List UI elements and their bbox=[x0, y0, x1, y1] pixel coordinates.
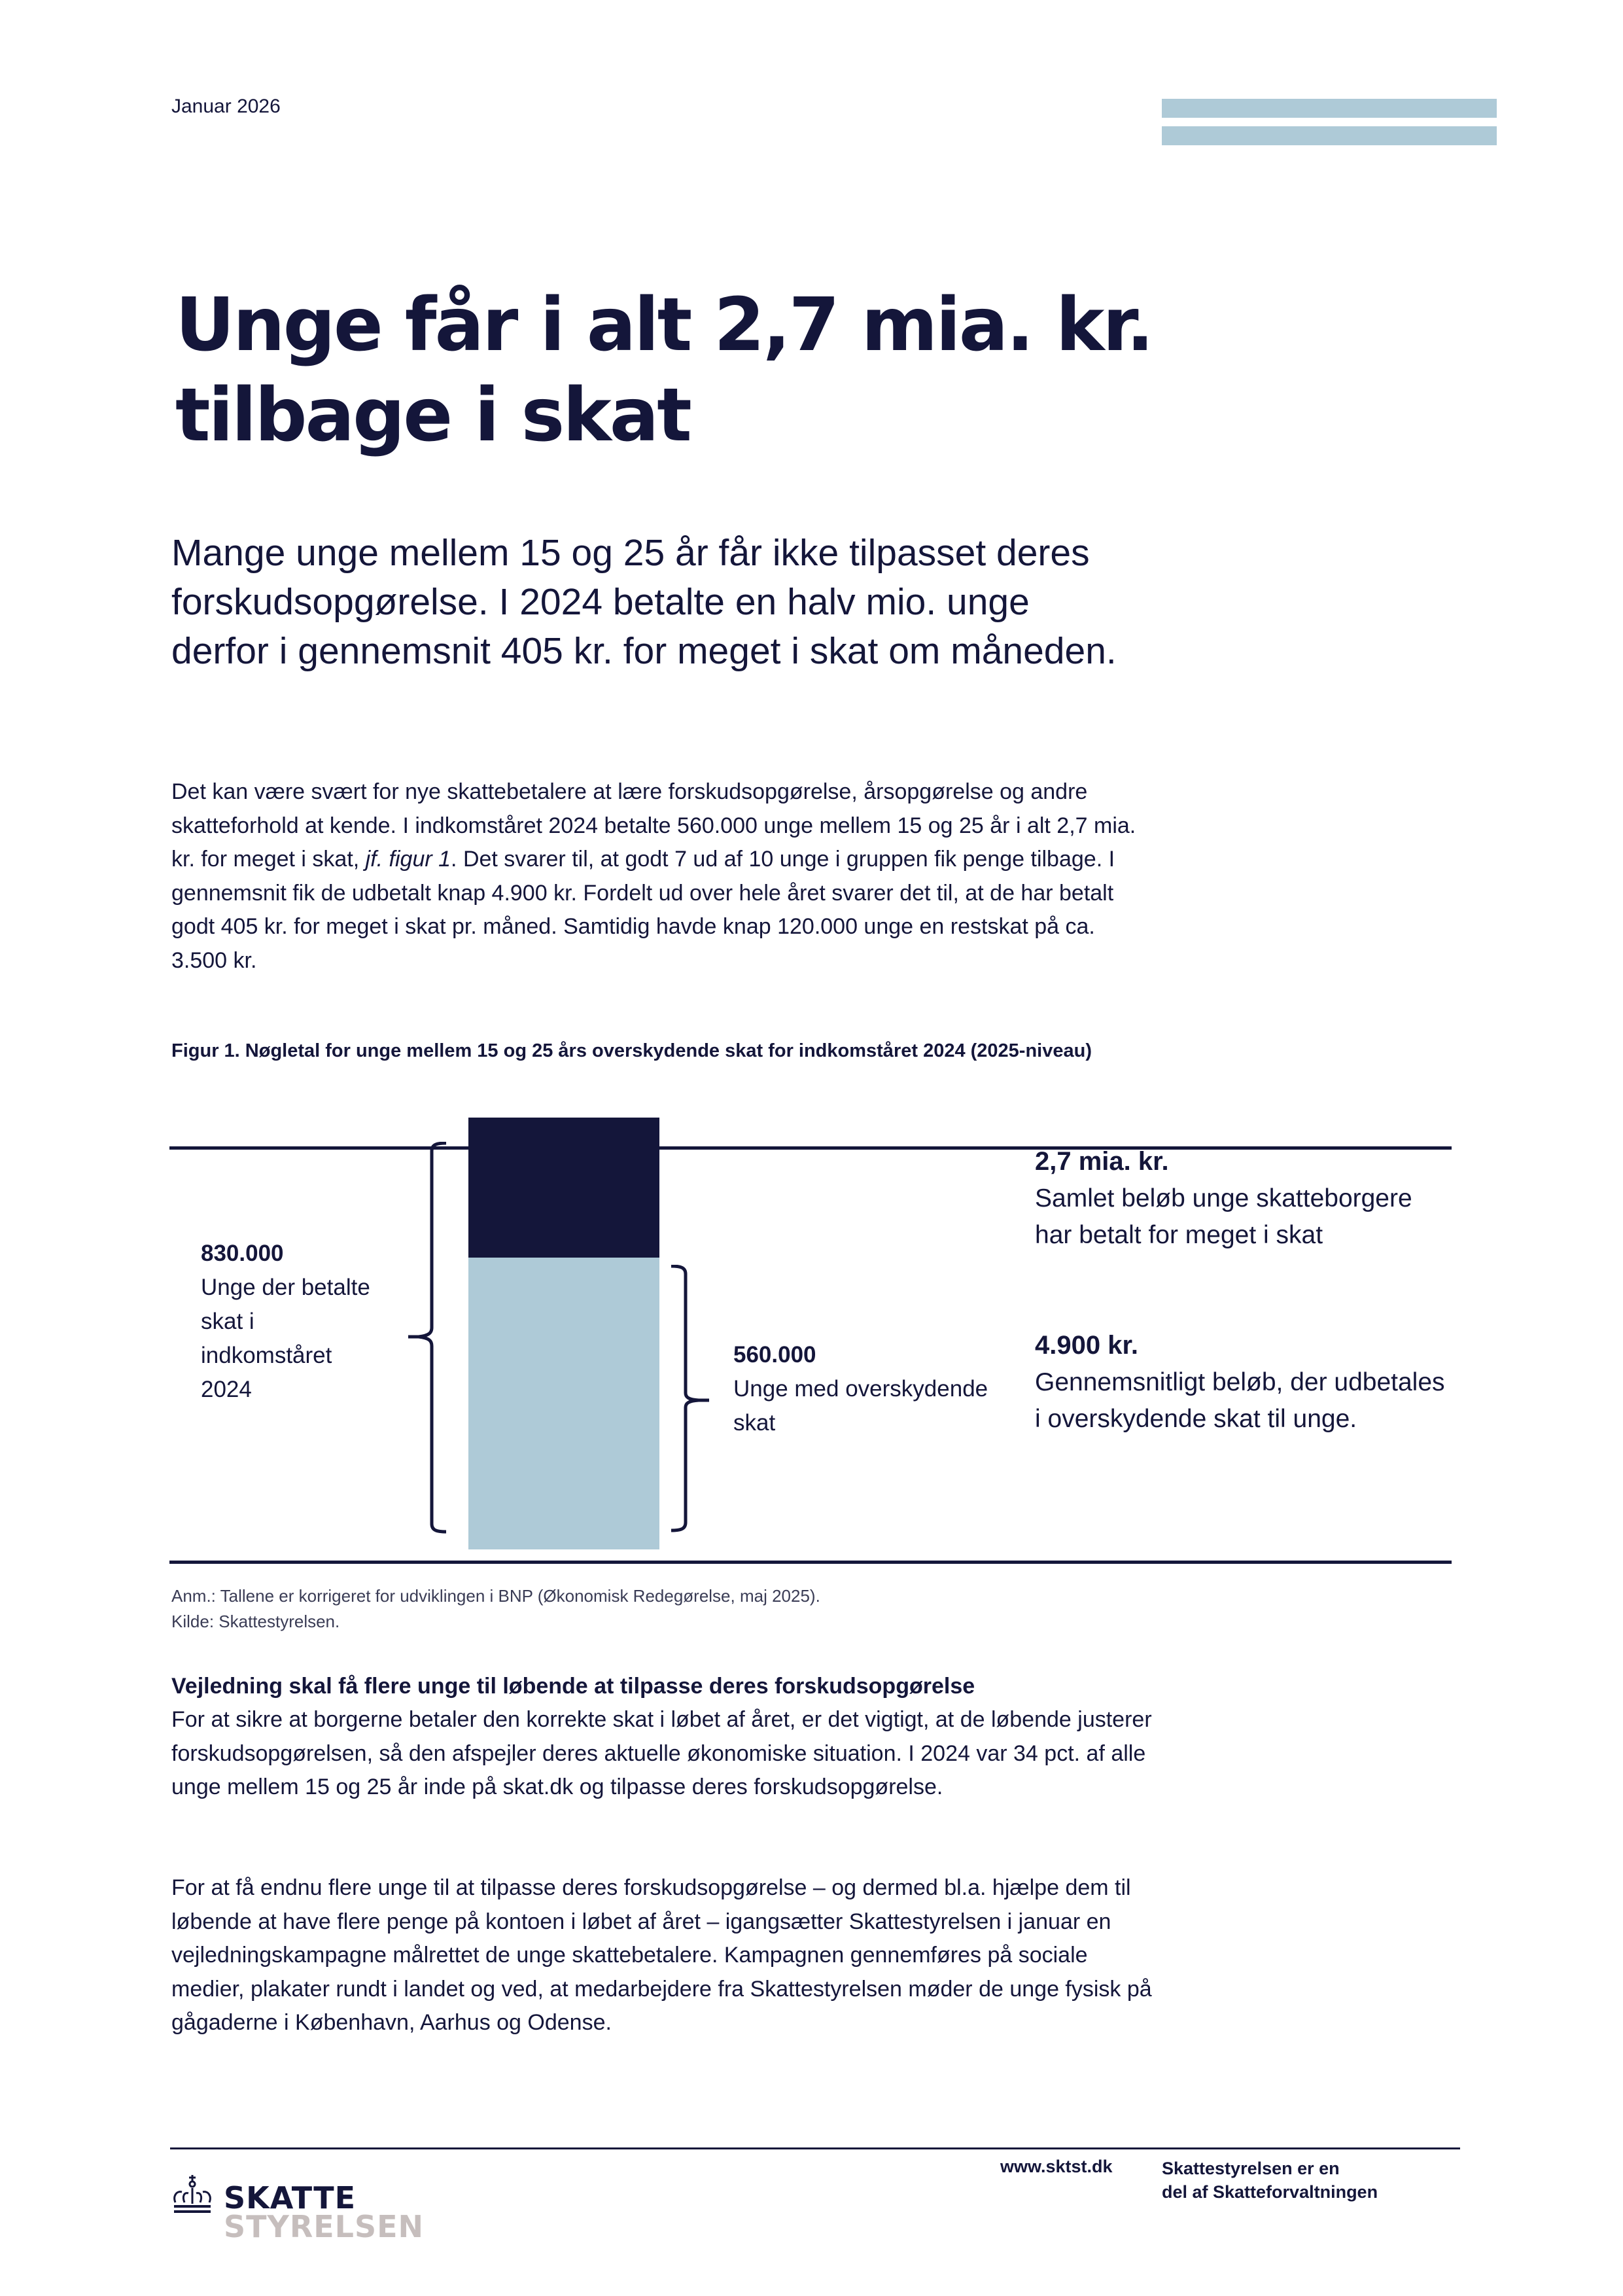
page-title-line1: Unge får i alt 2,7 mia. kr. bbox=[175, 283, 1153, 368]
figure-caption: Figur 1. Nøgletal for unge mellem 15 og 25 års overskydende skat for indkomståret 2024 (2025-niveau) bbox=[171, 1040, 1092, 1061]
intro-paragraph bbox=[171, 775, 1153, 978]
lead-paragraph: Mange unge mellem 15 og 25 år får ikke tilpasset deres forskudsopgørelse. I 2024 betalte en halv mio. unge derfor i gennemsnit 405 kr. for meget i skat om måneden. bbox=[171, 532, 1117, 672]
figure-notes bbox=[171, 1583, 820, 1634]
intro-text-2: . Det svarer til, at godt 7 ud af 10 unge i gruppen fik penge tilbage. I gennemsnit fik de udbetalt knap 4.900 kr. Fordelt ud over hele året svarer det til, at de har betalt godt 405 kr. for meget i skat pr. måned. Samtidig havde knap 120.000 unge en restskat på ca. 3.500 kr. bbox=[171, 847, 1115, 973]
left-label-desc: Unge der betalte skat i indkomståret 2024 bbox=[201, 1275, 370, 1402]
footer-org-line1: Skattestyrelsen er en bbox=[1162, 2159, 1340, 2178]
bar-segment-overskydende bbox=[468, 1258, 659, 1549]
figure-reference: jf. figur 1 bbox=[365, 847, 451, 872]
intro-text-1: Det kan være svært for nye skattebetalere at lære forskudsopgørelse, årsopgørelse og andre skatteforhold at kende. I indkomståret 2024 betalte 560.000 unge mellem 15 og 25 år i alt 2,7 mia. kr. for meget i skat, bbox=[171, 779, 1136, 872]
left-label bbox=[201, 1237, 371, 1407]
kpi-total-desc: Samlet beløb unge skatteborgere har betalt for meget i skat bbox=[1035, 1184, 1412, 1249]
section-paragraph-1: For at sikre at borgerne betaler den korrekte skat i løbet af året, er det vigtigt, at de løbende justerer forskudsopgørelsen, så den afspejler deres aktuelle økonomiske situation. I 2024 var 34 pct. af alle unge mellem 15 og 25 år inde på skat.dk og tilpasse deres forskudsopgørelse. bbox=[171, 1707, 1152, 1799]
page-title bbox=[175, 280, 1353, 461]
left-label-value: 830.000 bbox=[201, 1241, 284, 1266]
header-accent-bar-top bbox=[1162, 99, 1497, 118]
footer-org-line2: del af Skatteforvaltningen bbox=[1162, 2182, 1378, 2202]
logo-text-skatte: SKATTE bbox=[224, 2180, 357, 2216]
footer-organisation bbox=[1162, 2157, 1378, 2204]
crown-icon bbox=[171, 2174, 213, 2216]
logo-text-styrelsen: STYRELSEN bbox=[224, 2209, 425, 2244]
kpi-average-value: 4.900 kr. bbox=[1035, 1331, 1138, 1360]
footer-rule bbox=[170, 2147, 1460, 2149]
kpi-average-desc: Gennemsnitligt beløb, der udbetales i overskydende skat til unge. bbox=[1035, 1368, 1445, 1433]
right-brace-icon bbox=[667, 1265, 720, 1533]
right-label-desc: Unge med overskydende skat bbox=[733, 1376, 988, 1436]
section-heading: Vejledning skal få flere unge til løbende at tilpasse deres forskudsopgørelse bbox=[171, 1674, 975, 1699]
right-label bbox=[733, 1338, 995, 1440]
kpi-average-amount bbox=[1035, 1326, 1454, 1438]
figure-note: Anm.: Tallene er korrigeret for udviklingen i BNP (Økonomisk Redegørelse, maj 2025). bbox=[171, 1586, 820, 1606]
document-date: Januar 2026 bbox=[171, 96, 281, 117]
kpi-total-value: 2,7 mia. kr. bbox=[1035, 1147, 1169, 1176]
figure-bottom-rule bbox=[169, 1561, 1452, 1564]
header-accent-bar-bottom bbox=[1162, 126, 1497, 145]
right-label-value: 560.000 bbox=[733, 1342, 816, 1368]
figure-source: Kilde: Skattestyrelsen. bbox=[171, 1612, 340, 1631]
page-title-line2: tilbage i skat bbox=[175, 373, 690, 458]
left-brace-icon bbox=[399, 1142, 451, 1534]
section-paragraph-2: For at få endnu flere unge til at tilpasse deres forskudsopgørelse – og dermed bl.a. hjælpe dem til løbende at have flere penge på kontoen i løbet af året – igangsætter Skattestyrelsen i januar en vejledningskampagne målrettet de unge skattebetalere. Kampagnen gennemføres på sociale medier, plakater rundt i landet og ved, at medarbejdere fra Skattestyrelsen møder de unge fysisk på gågaderne i København, Aarhus og Odense. bbox=[171, 1875, 1152, 2035]
bar-segment-other bbox=[468, 1118, 659, 1258]
footer-website-link[interactable]: www.sktst.dk bbox=[1000, 2157, 1113, 2176]
kpi-total-amount bbox=[1035, 1142, 1454, 1254]
